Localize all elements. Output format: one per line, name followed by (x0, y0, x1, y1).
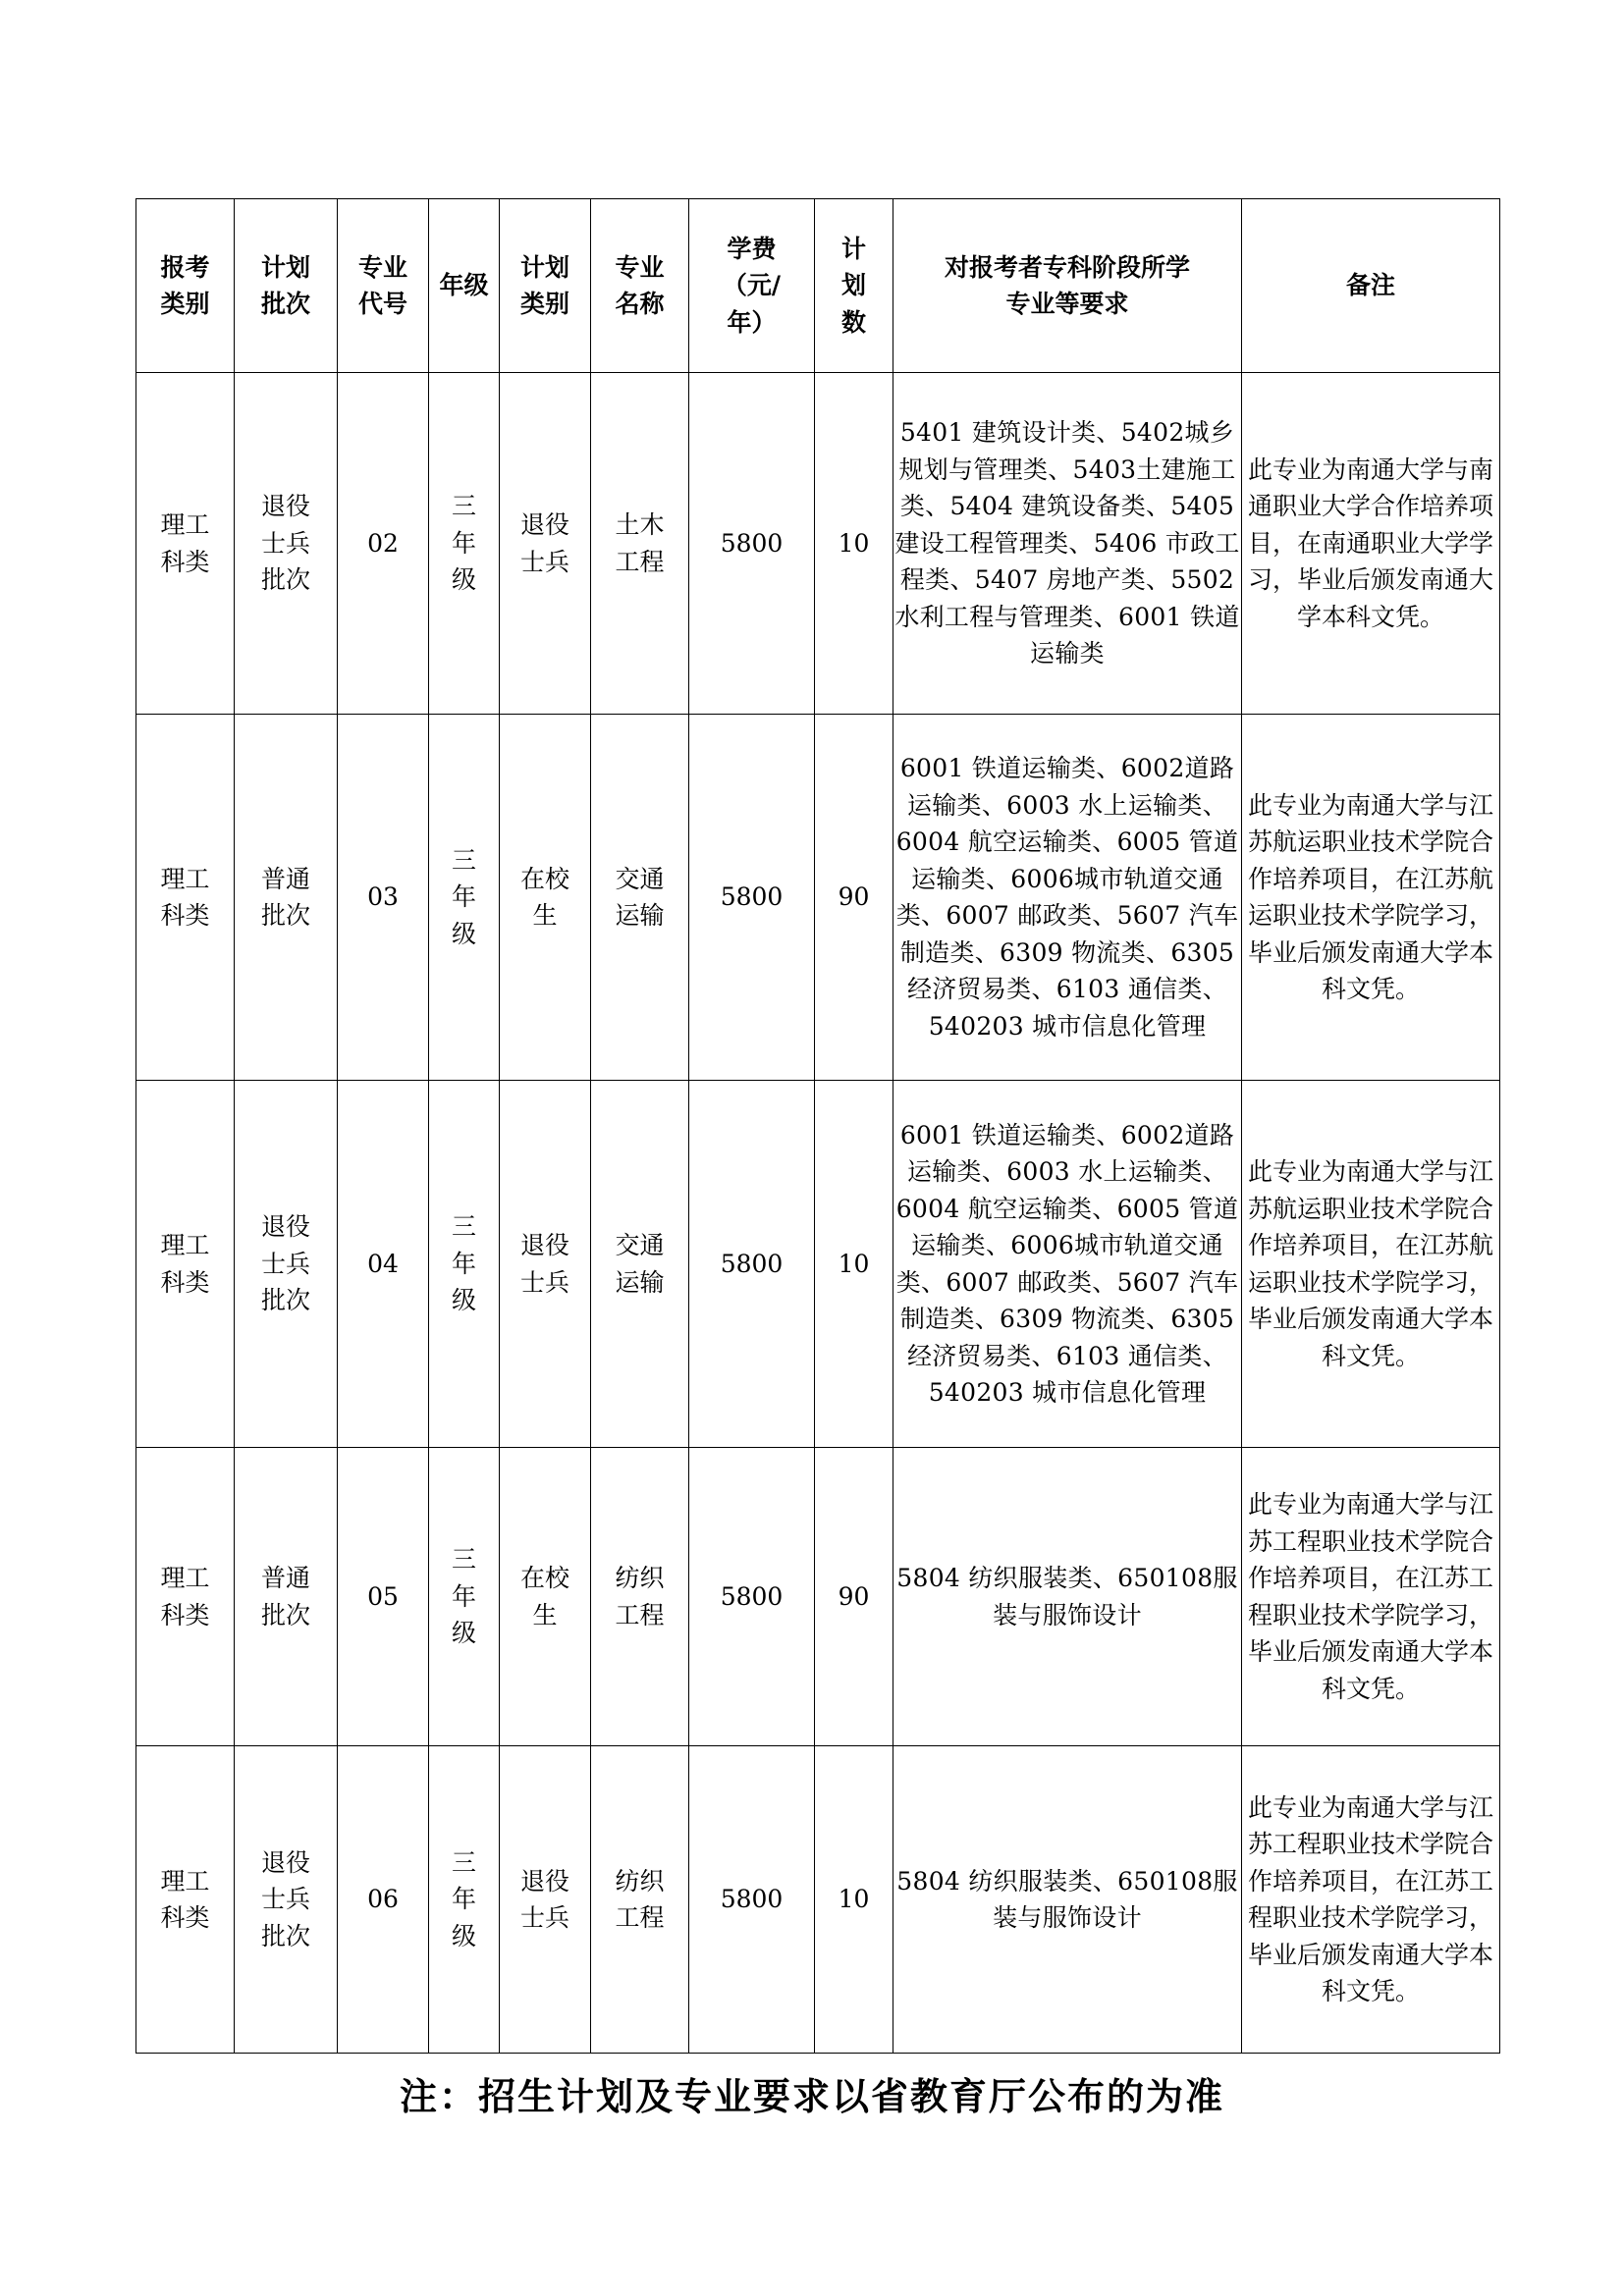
header-batch: 计划批次 (235, 199, 338, 373)
cell-category: 理工科类 (136, 1081, 235, 1448)
cell-grade: 三年级 (429, 1746, 500, 2054)
cell-note: 此专业为南通大学与江苏航运职业技术学院合作培养项目，在江苏航运职业技术学院学习，毕业后颁发南通大学本科文凭。 (1242, 1081, 1500, 1448)
cell-grade: 三年级 (429, 715, 500, 1081)
table-row (136, 1746, 1500, 2054)
cell-batch: 普通批次 (235, 715, 338, 1081)
cell-quota: 90 (815, 1448, 893, 1746)
table-header-row (136, 199, 1500, 373)
cell-grade: 三年级 (429, 1081, 500, 1448)
header-category: 报考类别 (136, 199, 235, 373)
cell-fee: 5800 (689, 1081, 815, 1448)
cell-fee: 5800 (689, 715, 815, 1081)
cell-category: 理工科类 (136, 1448, 235, 1746)
header-major: 专业名称 (591, 199, 689, 373)
cell-requirement: 5804 纺织服装类、650108服装与服饰设计 (893, 1448, 1242, 1746)
header-grade: 年级 (429, 199, 500, 373)
cell-batch: 普通批次 (235, 1448, 338, 1746)
header-note: 备注 (1242, 199, 1500, 373)
table-row (136, 1448, 1500, 1746)
table-row (136, 373, 1500, 715)
cell-plan-type: 在校生 (500, 715, 591, 1081)
cell-batch: 退役士兵批次 (235, 373, 338, 715)
cell-quota: 10 (815, 373, 893, 715)
footnote: 注：招生计划及专业要求以省教育厅公布的为准 (399, 2074, 1224, 2118)
cell-quota: 10 (815, 1081, 893, 1448)
cell-code: 04 (338, 1081, 429, 1448)
cell-note: 此专业为南通大学与江苏航运职业技术学院合作培养项目，在江苏航运职业技术学院学习，毕业后颁发南通大学本科文凭。 (1242, 715, 1500, 1081)
cell-grade: 三年级 (429, 373, 500, 715)
header-code: 专业代号 (338, 199, 429, 373)
header-fee: 学费（元/年） (689, 199, 815, 373)
cell-plan-type: 在校生 (500, 1448, 591, 1746)
cell-note: 此专业为南通大学与南通职业大学合作培养项目，在南通职业大学学习，毕业后颁发南通大学本科文凭。 (1242, 373, 1500, 715)
cell-code: 06 (338, 1746, 429, 2054)
cell-fee: 5800 (689, 1746, 815, 2054)
cell-requirement: 6001 铁道运输类、6002道路运输类、6003 水上运输类、6004 航空运输类、6005 管道运输类、6006城市轨道交通类、6007 邮政类、5607 汽车制造类、6309 物流类、6305 经济贸易类、6103 通信类、540203 城市信息化管理 (893, 715, 1242, 1081)
cell-category: 理工科类 (136, 1746, 235, 2054)
cell-batch: 退役士兵批次 (235, 1081, 338, 1448)
cell-major: 交通运输 (591, 715, 689, 1081)
cell-note: 此专业为南通大学与江苏工程职业技术学院合作培养项目，在江苏工程职业技术学院学习，毕业后颁发南通大学本科文凭。 (1242, 1746, 1500, 2054)
cell-category: 理工科类 (136, 715, 235, 1081)
header-quota: 计划数 (815, 199, 893, 373)
cell-requirement: 5804 纺织服装类、650108服装与服饰设计 (893, 1746, 1242, 2054)
cell-grade: 三年级 (429, 1448, 500, 1746)
header-plan-type: 计划类别 (500, 199, 591, 373)
cell-quota: 10 (815, 1746, 893, 2054)
cell-quota: 90 (815, 715, 893, 1081)
cell-plan-type: 退役士兵 (500, 1081, 591, 1448)
cell-code: 05 (338, 1448, 429, 1746)
cell-major: 土木工程 (591, 373, 689, 715)
cell-requirement: 5401 建筑设计类、5402城乡规划与管理类、5403土建施工类、5404 建筑设备类、5405 建设工程管理类、5406 市政工程类、5407 房地产类、5502 水利工程与管理类、6001 铁道运输类 (893, 373, 1242, 715)
table-row (136, 1081, 1500, 1448)
cell-note: 此专业为南通大学与江苏工程职业技术学院合作培养项目，在江苏工程职业技术学院学习，毕业后颁发南通大学本科文凭。 (1242, 1448, 1500, 1746)
table-row (136, 715, 1500, 1081)
cell-major: 纺织工程 (591, 1448, 689, 1746)
cell-fee: 5800 (689, 373, 815, 715)
cell-fee: 5800 (689, 1448, 815, 1746)
cell-code: 03 (338, 715, 429, 1081)
cell-category: 理工科类 (136, 373, 235, 715)
cell-requirement: 6001 铁道运输类、6002道路运输类、6003 水上运输类、6004 航空运输类、6005 管道运输类、6006城市轨道交通类、6007 邮政类、5607 汽车制造类、6309 物流类、6305 经济贸易类、6103 通信类、540203 城市信息化管理 (893, 1081, 1242, 1448)
cell-plan-type: 退役士兵 (500, 373, 591, 715)
enrollment-plan-table (135, 198, 1500, 2054)
cell-batch: 退役士兵批次 (235, 1746, 338, 2054)
cell-major: 交通运输 (591, 1081, 689, 1448)
header-requirement: 对报考者专科阶段所学专业等要求 (893, 199, 1242, 373)
cell-plan-type: 退役士兵 (500, 1746, 591, 2054)
cell-code: 02 (338, 373, 429, 715)
cell-major: 纺织工程 (591, 1746, 689, 2054)
